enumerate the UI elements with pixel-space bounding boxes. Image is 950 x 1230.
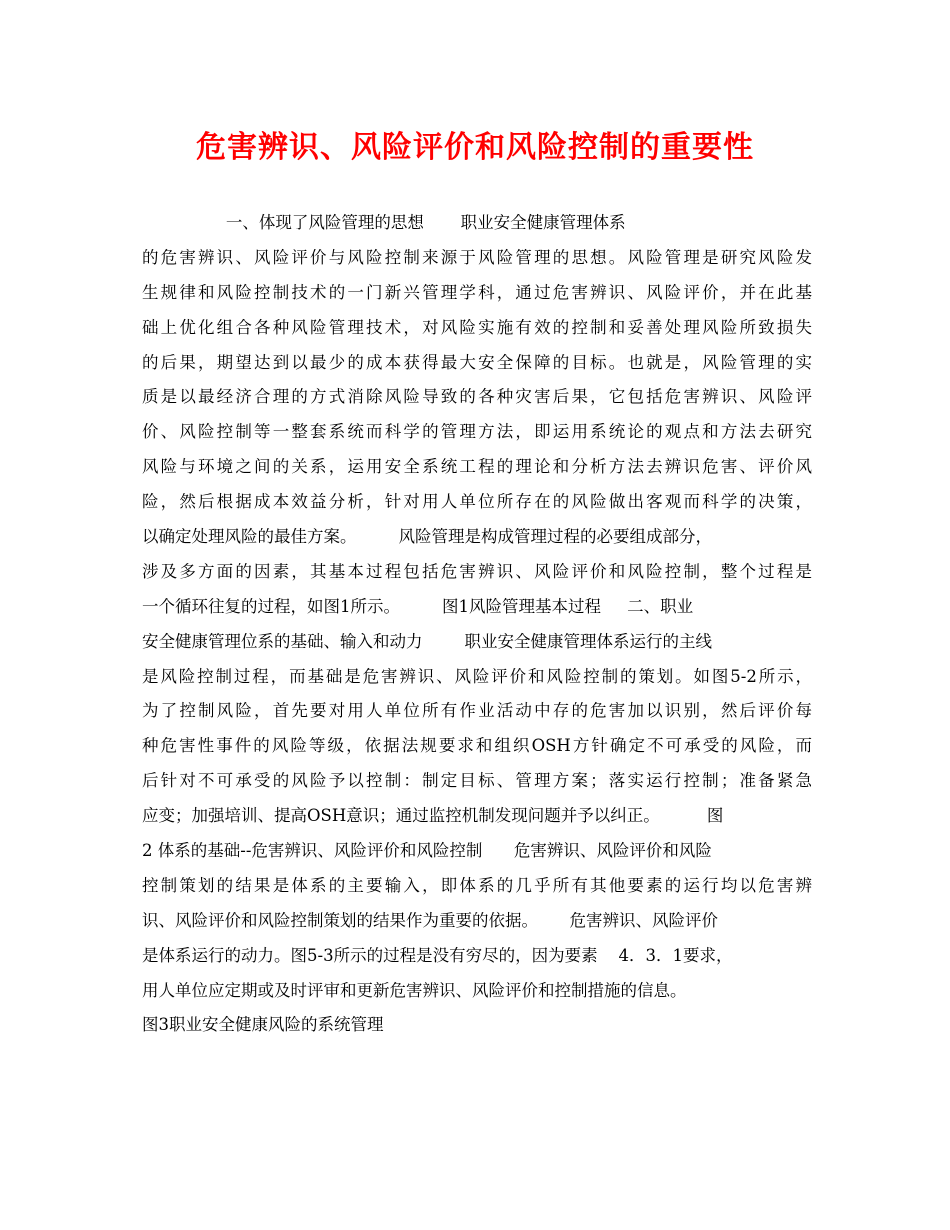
body-line: 一个循环往复的过程，如图1所示。 图1风险管理基本过程 二、职业 [142,596,694,616]
body-line: 涉及多方面的因素，其基本过程包括危害辨识、风险评价和风险控制，整个过程是 [142,561,812,581]
body-line: 以确定处理风险的最佳方案。 风险管理是构成管理过程的必要组成部分， [142,527,712,547]
body-line: 图3职业安全健康风险的系统管理 [142,1015,384,1035]
body-line: 用人单位应定期或及时评审和更新危害辨识、风险评价和控制措施的信息。 [142,980,687,1000]
body-line: 控制策划的结果是体系的主要输入，即体系的几乎所有其他要素的运行均以危害辨 [142,875,812,895]
body-line: 的危害辨识、风险评价与风险控制来源于风险管理的思想。风险管理是研究风险发 [142,247,812,267]
document-title: 危害辨识、风险评价和风险控制的重要性 [196,130,754,165]
body-line: 生规律和风险控制技术的一门新兴管理学科，通过危害辨识、风险评价，并在此基 [142,282,812,302]
body-line: 险，然后根据成本效益分析，针对用人单位所存在的风险做出客观而科学的决策， [142,492,812,512]
body-line: 识、风险评价和风险控制策划的结果作为重要的依据。 危害辨识、风险评价 [142,910,718,930]
body-line: 安全健康管理位系的基础、输入和动力 职业安全健康管理体系运行的主线 [142,631,712,651]
body-line: 2 体系的基础--危害辨识、风险评价和风险控制 危害辨识、风险评价和风险 [142,841,712,861]
body-line: 的后果，期望达到以最少的成本获得最大安全保障的目标。也就是，风险管理的实 [142,352,812,372]
body-line: 为了控制风险，首先要对用人单位所有作业活动中存的危害加以识别，然后评价每 [142,701,812,721]
document-body [142,206,812,1043]
body-line: 一、体现了风险管理的思想 职业安全健康管理体系 [142,213,626,232]
body-line: 价、风险控制等一整套系统而科学的管理方法，即运用系统论的观点和方法去研究 [142,422,812,442]
body-line: 种危害性事件的风险等级，依据法规要求和组织OSH方针确定不可承受的风险，而 [142,736,812,756]
body-line: 是风险控制过程，而基础是危害辨识、风险评价和风险控制的策划。如图5-2所示， [142,666,812,686]
body-line: 是体系运行的动力。图5-3所示的过程是没有穷尽的，因为要素 4．3．1要求， [142,945,733,965]
body-line: 后针对不可承受的风险予以控制：制定目标、管理方案；落实运行控制；准备紧急 [142,771,812,791]
body-line: 础上优化组合各种风险管理技术，对风险实施有效的控制和妥善处理风险所致损失 [142,317,812,337]
body-line: 质是以最经济合理的方式消除风险导致的各种灾害后果，它包括危害辨识、风险评 [142,387,812,407]
body-line: 应变；加强培训、提高OSH意识；通过监控机制发现问题并予以纠正。 图 [142,806,724,826]
body-line: 风险与环境之间的关系，运用安全系统工程的理论和分析方法去辨识危害、评价风 [142,457,812,477]
